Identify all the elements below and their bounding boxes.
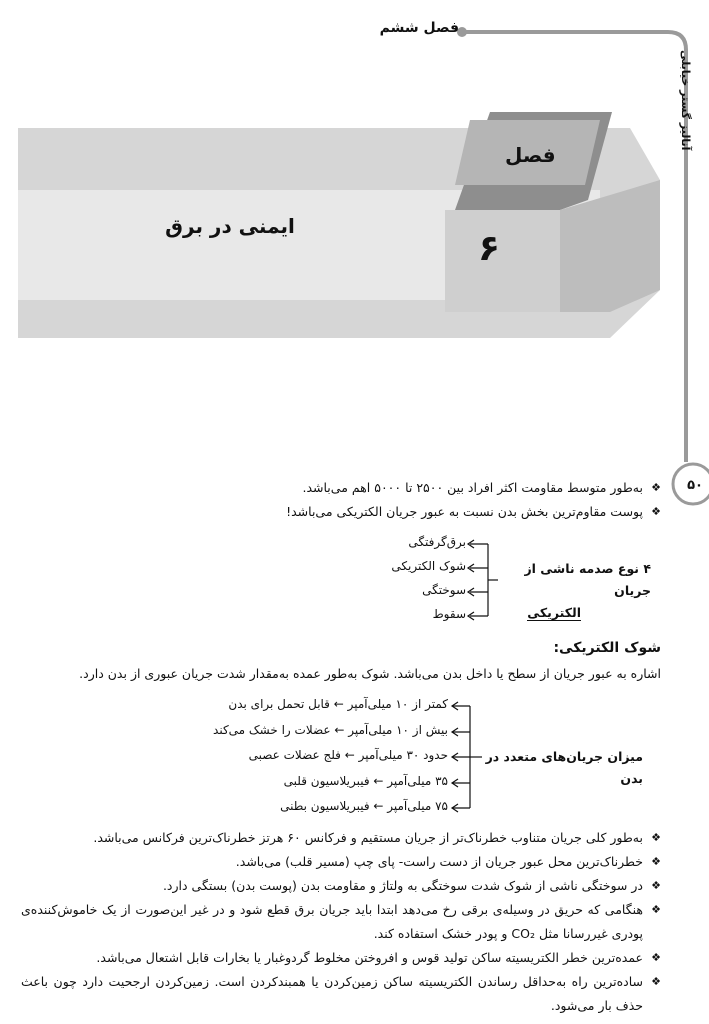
diagram2-item: کمتر از ۱۰ میلی‌آمپر ← قابل تحمل برای بدن xyxy=(228,697,448,711)
bullet-item: ❖ به‌طور متوسط مقاومت اکثر افراد بین ۲۵۰۰ تا ۵۰۰۰ اهم می‌باشد. xyxy=(41,476,661,500)
diagram2-item: ۳۵ میلی‌آمپر ← فیبریلاسیون قلبی xyxy=(283,774,448,788)
banner-number-box xyxy=(445,210,560,312)
diagram1-item: سقوط xyxy=(432,607,466,621)
diagram1-label-line1: ۴ نوع صدمه ناشی از جریان xyxy=(524,561,651,598)
banner-chapter-word: فصل xyxy=(505,143,556,167)
bullet-item: ❖ ساده‌ترین راه به‌حداقل رساندن الکتریسیته ساکن زمین‌کردن یا همبندکردن است. زمین‌کردن ارجحیت دارد چون باعث حذف بار می‌شود. xyxy=(21,970,661,1018)
chapter-title: ایمنی در برق xyxy=(165,214,295,238)
bullet-item: ❖ به‌طور کلی جریان متناوب خطرناک‌تر از جریان مستقیم و فرکانس ۶۰ هرتز خطرناک‌ترین فرکانس می‌باشد. xyxy=(21,826,661,850)
diagram2-item: ۷۵ میلی‌آمپر ← فیبریلاسیون بطنی xyxy=(280,799,448,813)
top-bullet-list xyxy=(41,476,661,524)
bullet-item: ❖ پوست مقاوم‌ترین بخش بدن نسبت به عبور جریان الکتریکی می‌باشد! xyxy=(41,500,661,524)
diagram2-label: میزان جریان‌های متعدد در بدن xyxy=(485,749,643,786)
diagram1-item: برق‌گرفتگی xyxy=(408,535,466,549)
diagram1-item: سوختگی xyxy=(422,583,466,597)
diagram1-label xyxy=(491,558,651,624)
banner-chapter-number: ۶ xyxy=(478,228,500,269)
chapter-label: فصل ششم xyxy=(379,20,459,36)
section-paragraph: اشاره به عبور جریان از سطح یا داخل بدن می‌باشد. شوک به‌طور عمده به‌مقدار شدت جریان عبوری از بدن دارد. xyxy=(79,666,661,681)
bullet-item: ❖ عمده‌ترین خطر الکتریسیته ساکن تولید قوس و افروختن مخلوط گردوغبار یا بخارات قابل اشتعال می‌باشد. xyxy=(21,946,661,970)
diagram2-item: حدود ۳۰ میلی‌آمپر ← فلج عضلات عصبی xyxy=(248,748,448,762)
page-number: ۵۰ xyxy=(687,478,703,493)
diagram1-item: شوک الکتریکی xyxy=(391,559,466,573)
bullet-item: ❖ در سوختگی ناشی از شوک شدت سوختگی به ولتاژ و مقاومت بدن (پوست بدن) بستگی دارد. xyxy=(21,874,661,898)
diagram2-item: بیش از ۱۰ میلی‌آمپر ← عضلات را خشک می‌کند xyxy=(213,723,448,737)
bullet-item: ❖ هنگامی که حریق در وسیله‌ی برقی رخ می‌دهد ابتدا باید جریان برق قطع شود و در غیر این‌صورت از یک خاموش‌کننده‌ی پودری غیررسانا مثل CO₂ و پودر خشک استفاده کند. xyxy=(21,898,661,946)
bullet-item: ❖ خطرناک‌ترین محل عبور جریان از دست راست- پای چپ (مسیر قلب) می‌باشد. xyxy=(21,850,661,874)
section-title: شوک الکتریکی: xyxy=(553,640,661,656)
side-book-title: آنالیز گستر خیابلی xyxy=(679,50,692,151)
bottom-bullet-list xyxy=(21,826,661,1018)
diagram1-label-line2: الکتریکی xyxy=(527,605,581,620)
